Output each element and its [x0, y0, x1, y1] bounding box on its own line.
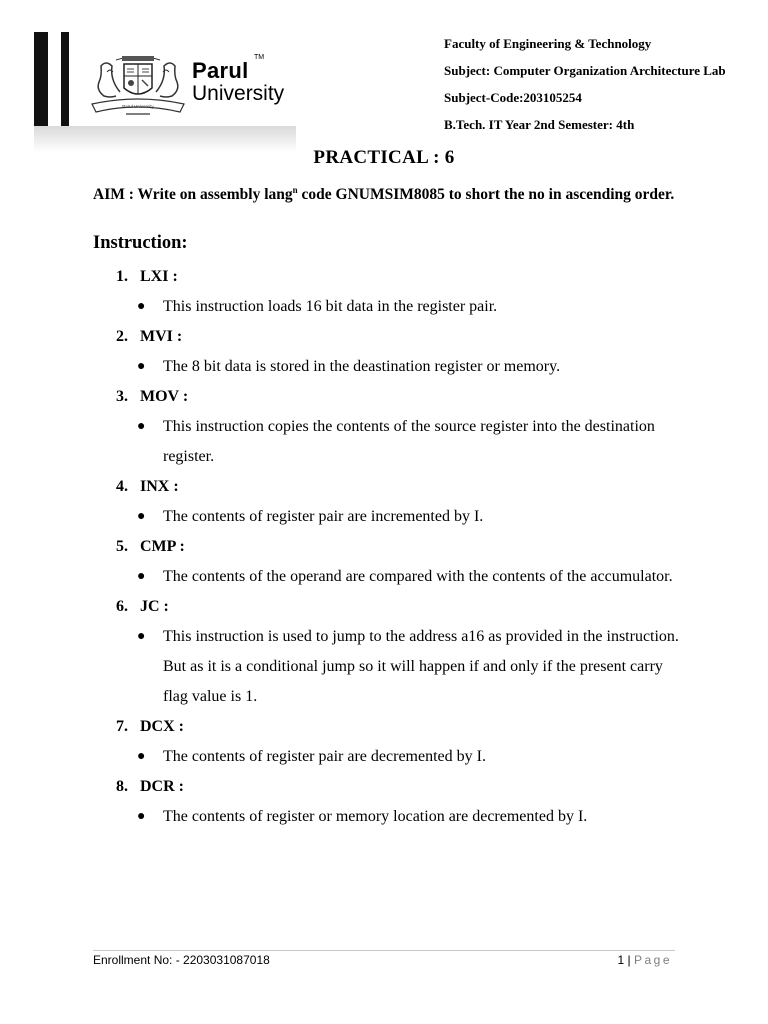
instruction-number: 7. [116, 718, 128, 735]
instruction-number: 1. [116, 268, 128, 285]
instruction-item [0, 382, 768, 472]
instruction-bullet [0, 352, 768, 382]
aim-text-part1: AIM : Write on assembly lang [93, 186, 293, 204]
university-name-line2: University [192, 82, 285, 105]
instruction-item [0, 772, 768, 832]
instruction-item [0, 712, 768, 772]
instruction-bullet [0, 562, 768, 592]
bullet-icon: ● [137, 749, 146, 764]
page-separator: | [627, 953, 631, 967]
instruction-title [0, 532, 768, 562]
instruction-number: 2. [116, 328, 128, 345]
subject-code-line: Subject-Code:203105254 [444, 90, 582, 105]
instruction-description: The 8 bit data is stored in the deastination register or memory. [163, 358, 561, 375]
instruction-description: The contents of the operand are compared with the contents of the accumulator. [163, 568, 673, 585]
header-info [444, 36, 726, 144]
bullet-icon: ● [137, 299, 146, 314]
instruction-number: 5. [116, 538, 128, 555]
instruction-bullet [0, 412, 768, 472]
subject-line: Subject: Computer Organization Architecture Lab [444, 63, 726, 78]
instruction-item [0, 592, 768, 712]
instruction-description: This instruction copies the contents of the source register into the destination register. [163, 418, 655, 465]
instruction-heading: Instruction: [93, 233, 188, 253]
page-indicator [617, 953, 672, 967]
instruction-title [0, 592, 768, 622]
instruction-bullet [0, 292, 768, 322]
instruction-mnemonic: DCR : [140, 778, 184, 795]
instruction-number: 6. [116, 598, 128, 615]
instruction-mnemonic: INX : [140, 478, 179, 495]
instruction-list [0, 262, 768, 832]
instruction-mnemonic: DCX : [140, 718, 184, 735]
footer-divider [93, 950, 675, 951]
instruction-bullet [0, 502, 768, 532]
aim-superscript: n [292, 185, 298, 195]
instruction-item [0, 322, 768, 382]
page-label: Page [633, 953, 672, 967]
page-number: 1 [617, 953, 625, 967]
instruction-mnemonic: MVI : [140, 328, 183, 345]
university-name [192, 54, 285, 105]
instruction-number: 3. [116, 388, 128, 405]
faculty-line: Faculty of Engineering & Technology [444, 36, 652, 51]
university-logo [34, 30, 296, 150]
instruction-mnemonic: LXI : [140, 268, 178, 285]
aim-text-part2: code GNUMSIM8085 to short the no in ascending order. [297, 186, 675, 204]
university-name-line1: Parul [192, 58, 249, 83]
bullet-icon: ● [137, 809, 146, 824]
instruction-item [0, 262, 768, 322]
instruction-title [0, 772, 768, 802]
instruction-title [0, 322, 768, 352]
aim-statement [93, 180, 693, 205]
instruction-mnemonic: JC : [140, 598, 169, 615]
instruction-mnemonic: MOV : [140, 388, 189, 405]
instruction-title [0, 472, 768, 502]
bullet-icon: ● [137, 419, 146, 434]
trademark: TM [254, 54, 265, 61]
crest-motto: Parul University [122, 104, 154, 109]
enrollment-number: Enrollment No: - 2203031087018 [93, 953, 270, 967]
instruction-mnemonic: CMP : [140, 538, 185, 555]
instruction-bullet [0, 622, 768, 712]
instruction-title [0, 382, 768, 412]
university-crest-icon [86, 52, 190, 120]
instruction-number: 8. [116, 778, 128, 795]
instruction-bullet [0, 742, 768, 772]
bullet-icon: ● [137, 569, 146, 584]
course-line: B.Tech. IT Year 2nd Semester: 4th [444, 117, 635, 132]
bullet-icon: ● [137, 509, 146, 524]
instruction-item [0, 472, 768, 532]
logo-bar-left [34, 32, 48, 126]
instruction-description: The contents of register pair are incremented by I. [163, 508, 484, 525]
instruction-number: 4. [116, 478, 128, 495]
bullet-icon: ● [137, 359, 146, 374]
instruction-description: This instruction is used to jump to the address a16 as provided in the instruction. But as it is a conditional jump so it will happen if and only if the present carry flag value is 1. [163, 628, 679, 705]
instruction-bullet [0, 802, 768, 832]
instruction-description: This instruction loads 16 bit data in the register pair. [163, 298, 498, 315]
instruction-title [0, 262, 768, 292]
practical-title: PRACTICAL : 6 [313, 147, 455, 168]
instruction-item [0, 532, 768, 592]
instruction-description: The contents of register pair are decremented by I. [163, 748, 486, 765]
instruction-title [0, 712, 768, 742]
bullet-icon: ● [137, 629, 146, 644]
instruction-description: The contents of register or memory location are decremented by I. [163, 808, 588, 825]
logo-bar-right [61, 32, 69, 126]
